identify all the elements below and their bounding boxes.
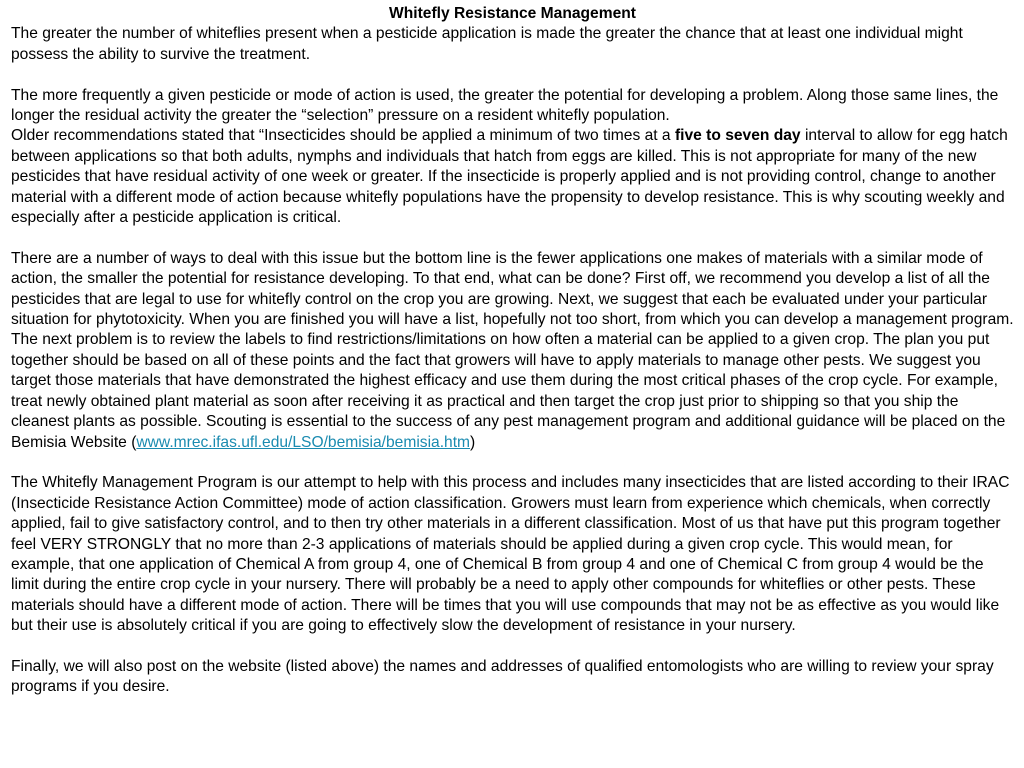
close-parenthesis: ): [470, 433, 476, 451]
ways-to-deal-text: There are a number of ways to deal with this issue but the bottom line is the fewer applications one makes of materials with a similar mode of action, the smaller the potential for resistance developing. To that end, what can be done? First off, we recommend you develop a list of all the pesticides that are legal to use for whitefly control on the crop you are growing. Next, we suggest that each be evaluated under your particular situation for phytotoxicity. When you are finished you will have a list, hopefully not too short, from which you can develop a management program. The next problem is to review the labels to find restrictions/limitations on how often a material can be applied to a given crop. The plan you put together should be based on all of these points and the fact that growers will have to apply materials to manage other pests. We suggest you target those materials that have demonstrated the highest efficacy and use them during the most critical phases of the crop cycle. For example, treat newly obtained plant material as soon after receiving it as practical and then target the crop just prior to shipping so that you ship the cleanest plants as possible. Scouting is essential to the success of any pest management program and additional guidance will be placed on the Bemisia Website: [11, 249, 1014, 451]
paragraph-spacer: [11, 228, 1014, 248]
paragraph-frequency: The more frequently a given pesticide or mode of action is used, the greater the potential for developing a problem. Along those same lines, the longer the residual activity the greater the “selection” pressure on a resident whitefly population.: [11, 86, 999, 125]
paragraph-whitefly-numbers: The greater the number of whiteflies present when a pesticide application is made the greater the chance that at least one individual might possess the ability to survive the treatment.: [11, 25, 963, 63]
older-recommendations-text: Older recommendations stated that “Insecticides should be applied a minimum of two times at a: [11, 127, 675, 145]
older-recommendations-text-continued: interval to allow for egg hatch between applications so that both adults, nymphs and individuals that hatch from eggs are killed. This is not appropriate for many of the new pesticides that have residual activity of one week or greater. If the insecticide is properly applied and is not providing control, change to another material with a different mode of action because whitefly populations have the propensity to develop resistance. This is why scouting weekly and especially after a pesticide application is critical.: [11, 127, 1008, 227]
document-page: [11, 4, 1014, 698]
paragraph-management-program: The Whitefly Management Program is our attempt to help with this process and includes many insecticides that are listed according to their IRAC (Insecticide Resistance Action Committee) mode of action classification. Growers must learn from experience which chemicals, when correctly applied, fail to give satisfactory control, and to then try other materials in a different classification. Most of us that have put this program together feel VERY STRONGLY that no more than 2-3 applications of materials should be applied during a given crop cycle. This would mean, for example, that one application of Chemical A from group 4, one of Chemical B from group 4 and one of Chemical C from group 4 would be the limit during the entire crop cycle in your nursery. There will probably be a need to apply other compounds for whiteflies or other pests. These materials should have a different mode of action. There will be times that you will use compounds that may not be as effective as you would like but their use is absolutely critical if you are going to effectively slow the development of resistance in your nursery.: [11, 474, 1010, 635]
paragraph-spacer: [11, 65, 1014, 85]
paragraph-ways-to-deal: [11, 249, 1014, 453]
bemisia-website-link[interactable]: www.mrec.ifas.ufl.edu/LSO/bemisia/bemisia.htm: [136, 433, 471, 451]
paragraph-older-recommendations: [11, 126, 1014, 228]
bold-interval-text: five to seven day: [674, 127, 801, 145]
page-title: Whitefly Resistance Management: [389, 5, 636, 22]
open-parenthesis: (: [131, 433, 137, 451]
paragraph-spacer: [11, 637, 1014, 657]
paragraph-spacer: [11, 453, 1014, 473]
paragraph-finally: Finally, we will also post on the website (listed above) the names and addresses of qualified entomologists who are willing to review your spray programs if you desire.: [11, 657, 994, 696]
